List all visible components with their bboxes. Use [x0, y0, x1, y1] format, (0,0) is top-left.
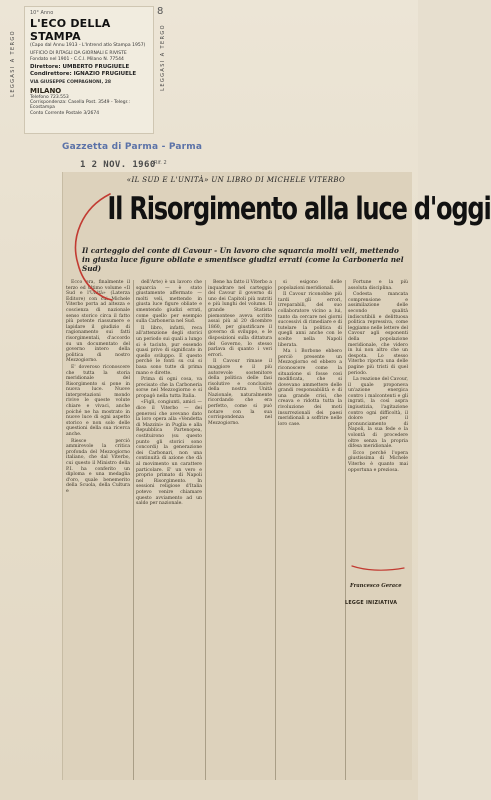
codirector-name: IGNAZIO FRUGIUELE [73, 70, 137, 77]
col2-paragraph: «Figli, congiunti, amici — dice il Viterbo — dei generosi che avevano dato la loro opera alla «Vendetta di Mazzini» in Puglia e alla Repubblica Partenopea, costituirono (su questo punto gli storici sono concordi) la generazione dei Carbonari, non una continuità di azione che dà al movimento un carattere particolare. E' un vero e proprio primato di Napoli nel Risorgimento. In sessioni religiose d'Italia potevo venire chiamare questo avviamento ad un saldo per nazionale. [136, 400, 202, 507]
col5-paragraph: Fortune e la più assoluta disciplina. [348, 280, 408, 291]
article-column-3 [208, 280, 272, 780]
director-name: UMBERTO FRUGIUELE [62, 64, 130, 71]
col2-paragraph: Prima di ogni cosa, va precisato che la Carboneria sorse nel Mezzogiorno e si propagò nella tutta Italia. [136, 377, 202, 399]
col3-paragraph: Il Cavour rimase il maggiore e il più autorevole sostenitore della politica delle fasi risolutive e conclusive della nostra Unità Nazionale, naturalmente ricordando che era perfetto, come si può notare con la sua corrispondenza nel Mezzogiorno. [208, 359, 272, 426]
col5-paragraph: La reazione del Cavour, il quale proponeva un'azione energica contro i malcontenti e gli ingrati, la così aspra ingiustizia, l'agitazione contro ogni difficoltà, il dolore per il pronunciamento di Napoli, la sua fede e la volontà di procedere oltre senza la propria difesa meridionale. [348, 377, 409, 450]
agency-line1: UFFICIO DI RITAGLI DA GIORNALI E RIVISTE [30, 51, 127, 57]
col4-paragraph: si esigono delle popolazioni meridionali. [278, 280, 342, 291]
col5-paragraph: Ecco perché l'opera giustissima di Michele Viterbo è quanto mai opportuna e preziosa. [348, 450, 408, 473]
col4-paragraph: Il Cavour riconobbe più tardi gli errori, irreparabili, del suo collaboratore vicino a lui, tanto da cercare nei giorni successivi di rimediare e di tutelare la politica di quegli anni anche con le scelte nella Napoli liberata. [278, 292, 342, 348]
col2-paragraph: Il libro, infatti, reca all'attenzione degli storici un periodo sui quali a lungo si è taciuto, pur essendo quasi privo di significato in quello sviluppo. E questo perché le fonti su cui si basa sono tutte di prima mano e dirette. [136, 325, 202, 376]
agency-phone: Telefono 723.553 [30, 94, 69, 100]
agency-founded: (Capo dal Annu 1913 - L'Intrend atlo Stampa 1957) [30, 43, 146, 48]
col3-paragraph: Bene ha fatto il Viterbo a inquadrare nel carteggio del Cavour il governo di uno dei Capitoli più nutriti e più lunghi del volume. Il grande Statista piemontese aveva scritto assai più al 20 dicembre 1860, per giustificare il governo di sviluppo, e le disposizioni sulla dittatura del Governo, lo stesso parlava di quanto i veri errori. [208, 280, 272, 358]
codirector-label: Condirettore: [30, 70, 72, 77]
article-columns [66, 280, 408, 780]
article-column-5 [348, 280, 408, 576]
column-rule [205, 280, 206, 780]
source-stamp: Gazzetta di Parma - Parma [62, 142, 203, 152]
col4-paragraph: Ma i Borbone ebbero perciò presente un Mezzogiorno ed ebbero a riconoscere come la situazione si fosse così modificata, che si dovevano ammettere delle grandi responsabilità e di una grande crisi, che creava e ridotta tutta la rivoluzione dei moti insurrezionali dei paesi meridionali a soffrire nelle loro case. [278, 349, 342, 427]
col1-paragraph: Ecco era, finalmente il terzo ed ultimo volume «Il Sud e l'Unità» (Laterza Editore) con cui Michele Viterbo porta ad altezza e coscienza di nazionale senso storico circa il fatto più potente riassumere e lapidare il giudizio di ragionamento sui fatti risorgimentali, d'accordo su un documentato del governo intero della politica di nostro Mezzogiorno. [66, 280, 130, 364]
col2-paragraph: dell'Arte) è un lavoro che squarcia — è stato giustamente affermato — molti veli, mettendo in giusta luce figure obliate e smentendo giudizi errati, come quello per esempio sulla Carboneria nel Sud. [136, 280, 202, 325]
agency-brand: L'ECO DELLA STAMPA [30, 17, 111, 43]
handwritten-number: 8 [157, 6, 164, 17]
press-agency-slip [24, 6, 154, 134]
col1-paragraph: Riesce perciò ammirevole la critica profonda del Mezzogiorno italiano, che dal Viterbo, cui questo il Ministro della P.I. ha conferito un diploma e una medaglia d'oro, quale benemerito della Scuola, della Cultura e [66, 438, 130, 494]
article-deck: Il carteggio del conte di Cavour - Un lavoro che squarcia molti veli, mettendo in giusta luce figure obliate e smentisce giudizi errati (come la Carboneria nel Sud) [82, 246, 404, 273]
slip-annotation: 10° Anno [30, 10, 54, 16]
agency-city: MILANO [30, 86, 62, 95]
date-stamp: 1 2 NOV. 1960 [80, 160, 156, 170]
column-rule [345, 280, 346, 780]
article-signature: Francesco Gerace [350, 583, 402, 589]
column-rule [275, 280, 276, 780]
agency-account: Conto Corrente Postale 3/2674 [30, 110, 100, 116]
reference-number: Rif. 2 [154, 160, 167, 166]
next-article-heading: LEGGE INIZIATIVA [345, 601, 398, 606]
column-rule [133, 280, 134, 780]
col1-paragraph: E' doveroso riconoscere che tutta la storia meridionale del Risorgimento si pone in nuova luce. Nuove interpretazioni mondo rivive le queste volute chiare e vivaci, anche poiché ne ha mostrato in nuove luce di ogni aspetto storico e non solo delle questioni della sua ricerca anche. [66, 364, 130, 438]
article-column-2 [136, 280, 202, 780]
article-headline: Il Risorgimento alla luce d'oggi [107, 191, 491, 227]
agency-codirector [30, 71, 148, 78]
article-column-1 [66, 280, 130, 780]
article-column-4 [278, 280, 342, 780]
col5-paragraph: Codesta mancata comprensione e assimilazione delle secondo qualità indiscutibili e delittuosa politica repressiva, come leggiamo nelle lettere del Cavour agli esponenti della popolazione meridionale, che videro in lui non altro che un despota. Lo stesso Viterbo riporta una delle pagine più tristi di quel periodo. [348, 292, 408, 376]
agency-line2: Fondato nel 1901 - C.C.I. Milano N. 77544 [30, 56, 124, 62]
margin-note-left: LEGGASI A TERGO [10, 30, 16, 97]
agency-mail: Corrispondenza: Casella Post. 3549 - Telegr.: Ecostampa [30, 100, 131, 111]
article-kicker: «IL SUD E L'UNITÀ» UN LIBRO DI MICHELE VITERBO [126, 176, 346, 184]
director-label: Direttore: [30, 64, 61, 71]
margin-note-right: LEGGASI A TERGO [160, 24, 166, 91]
agency-address: VIA GIUSEPPE COMPAGNONI, 28 [30, 80, 112, 86]
